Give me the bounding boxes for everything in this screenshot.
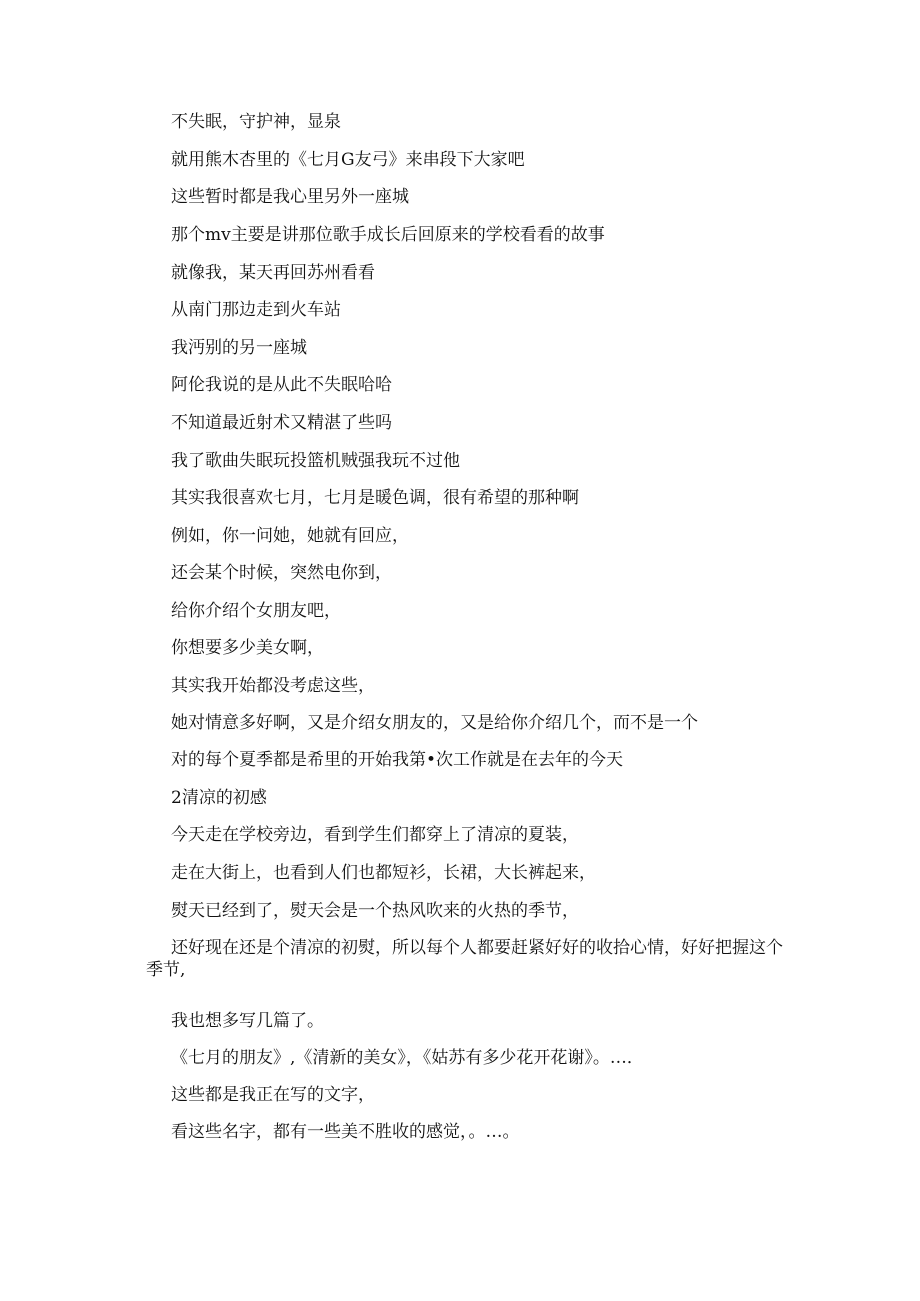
text-line-5: 就像我，某天再回苏州看看 [171, 263, 375, 283]
text-line-17: 她对情意多好啊，又是介绍女朋友的，又是给你介绍几个，而不是一个 [171, 713, 698, 733]
text-line-8: 阿伦我说的是从此不失眠哈哈 [171, 375, 392, 395]
text-line-12: 例如，你一问她，她就有回应， [171, 526, 409, 546]
text-line-16: 其实我开始都没考虑这些， [171, 676, 375, 696]
text-line-27: 看这些名字，都有一些美不胜收的感觉，。…。 [171, 1122, 520, 1142]
text-line-3: 这些暂时都是我心里另外一座城 [171, 187, 409, 207]
text-line-7: 我沔别的另一座城 [171, 338, 307, 358]
section-heading: 2清凉的初感 [171, 788, 267, 808]
text-line-26: 这些都是我正在写的文字， [171, 1085, 375, 1105]
text-line-20: 今天走在学校旁边，看到学生们都穿上了清凉的夏装， [171, 825, 579, 845]
text-line-13: 还会某个时候，突然电你到， [171, 563, 392, 583]
text-line-11: 其实我很喜欢七月，七月是暖色调，很有希望的那种啊 [171, 488, 579, 508]
text-line-6: 从南门那边走到火车站 [171, 300, 341, 320]
text-line-24: 我也想多写几篇了。 [171, 1011, 324, 1031]
text-line-22: 熨天已经到了，熨天会是一个热风吹来的火热的季节， [171, 901, 579, 921]
wrapped-paragraph: 还好现在还是个清凉的初熨，所以每个人都要赶紧好好的收拾心情，好好把握这个季节, [146, 938, 783, 980]
text-line-18: 对的每个夏季都是希里的开始我第•次工作就是在去年的今天 [171, 750, 624, 770]
text-line-25: 《七月的朋友》,《清新的美女》，《姑苏有多少花开花谢》。…． [171, 1048, 644, 1068]
text-line-10: 我了歌曲失眠玩投篮机贼强我玩不过他 [171, 451, 460, 471]
text-line-14: 给你介绍个女朋友吧， [171, 601, 341, 621]
text-line-2: 就用熊木杏里的《七月G友弓》来串段下大家吧 [171, 150, 525, 170]
text-line-1: 不失眠，守护神，显泉 [171, 112, 341, 132]
text-line-9: 不知道最近射术又精湛了些吗 [171, 413, 392, 433]
text-line-21: 走在大街上，也看到人们也都短衫，长裙，大长裤起来， [171, 863, 596, 883]
text-line-4: 那个mv主要是讲那位歌手成长后回原来的学校看看的故事 [171, 225, 605, 245]
text-line-15: 你想要多少美女啊， [171, 638, 324, 658]
